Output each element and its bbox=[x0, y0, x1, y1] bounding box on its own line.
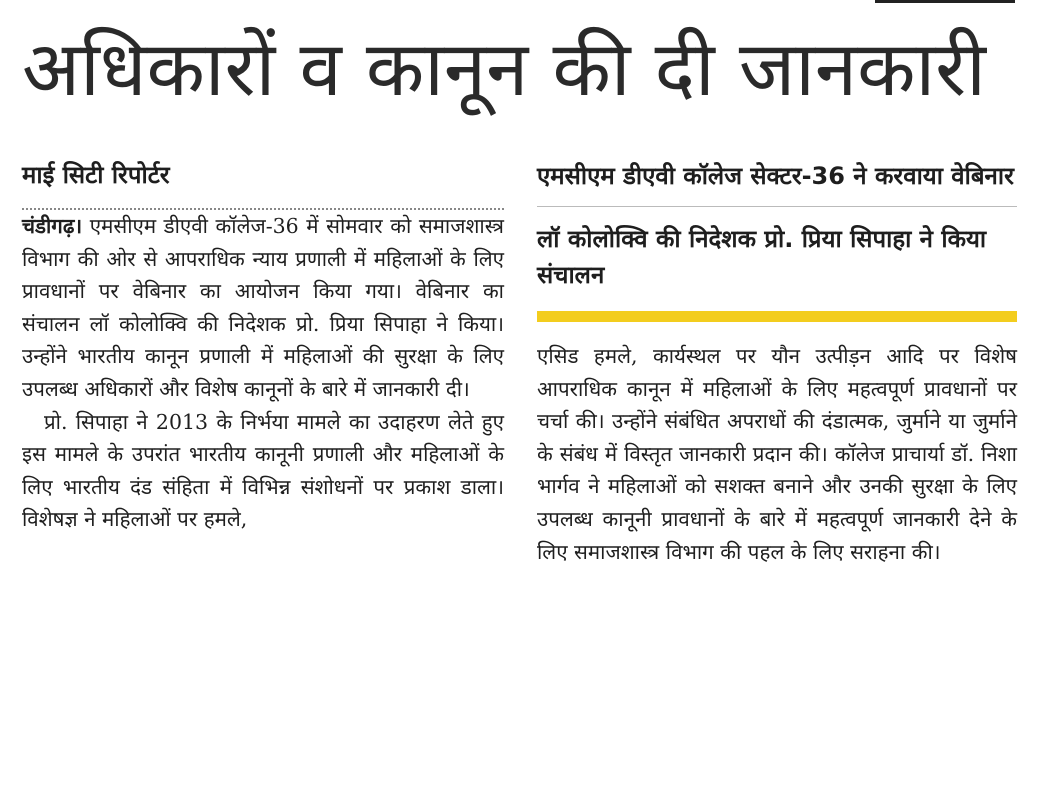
lead-paragraph bbox=[22, 210, 504, 406]
subheadline-primary: एमसीएम डीएवी कॉलेज सेक्टर-36 ने करवाया वेबिनार bbox=[537, 158, 1017, 207]
body-paragraph: प्रो. सिपाहा ने 2013 के निर्भया मामले का उदाहरण लेते हुए इस मामले के उपरांत भारतीय कानूनी प्रणाली और महिलाओं के लिए भारतीय दंड संहिता में विभिन्न संशोधनों पर प्रकाश डाला। विशेषज्ञ ने महिलाओं पर हमले, bbox=[22, 409, 504, 532]
byline: माई सिटी रिपोर्टर bbox=[22, 158, 504, 210]
left-column bbox=[22, 158, 504, 536]
right-article-body bbox=[537, 340, 1017, 568]
lead-paragraph-text: एमसीएम डीएवी कॉलेज-36 में सोमवार को समाजशास्त्र विभाग की ओर से आपराधिक न्याय प्रणाली में महिलाओं के लिए प्रावधानों पर वेबिनार का आयोजन किया गया। वेबिनार का संचालन लॉ कोलोक्वि की निदेशक प्रो. प्रिया सिपाहा ने किया। उन्होंने भारतीय कानून प्रणाली में महिलाओं की सुरक्षा के लिए उपलब्ध अधिकारों और विशेष कानूनों के बारे में जानकारी दी। bbox=[22, 214, 504, 401]
subheadline-secondary: लॉ कोलोक्वि की निदेशक प्रो. प्रिया सिपाहा ने किया संचालन bbox=[537, 225, 987, 289]
left-article-body bbox=[22, 210, 504, 536]
dateline: चंडीगढ़। bbox=[22, 214, 83, 238]
right-column bbox=[537, 158, 1017, 568]
accent-bar bbox=[537, 311, 1017, 322]
headline: अधिकारों व कानून की दी जानकारी bbox=[22, 24, 986, 113]
top-rule bbox=[875, 0, 1015, 3]
body-paragraph: एसिड हमले, कार्यस्थल पर यौन उत्पीड़न आदि पर विशेष आपराधिक कानून में महिलाओं के लिए महत्वपूर्ण प्रावधानों पर चर्चा की। उन्होंने संबंधित अपराधों की दंडात्मक, जुर्माने या जुर्माने के संबंध में विस्तृत जानकारी प्रदान की। कॉलेज प्राचार्या डॉ. निशा भार्गव ने महिलाओं को सशक्त बनाने और उनकी सुरक्षा के लिए उपलब्ध कानूनी प्रावधानों के बारे में महत्वपूर्ण जानकारी देने के लिए समाजशास्त्र विभाग की पहल के लिए सराहना की। bbox=[537, 344, 1017, 564]
